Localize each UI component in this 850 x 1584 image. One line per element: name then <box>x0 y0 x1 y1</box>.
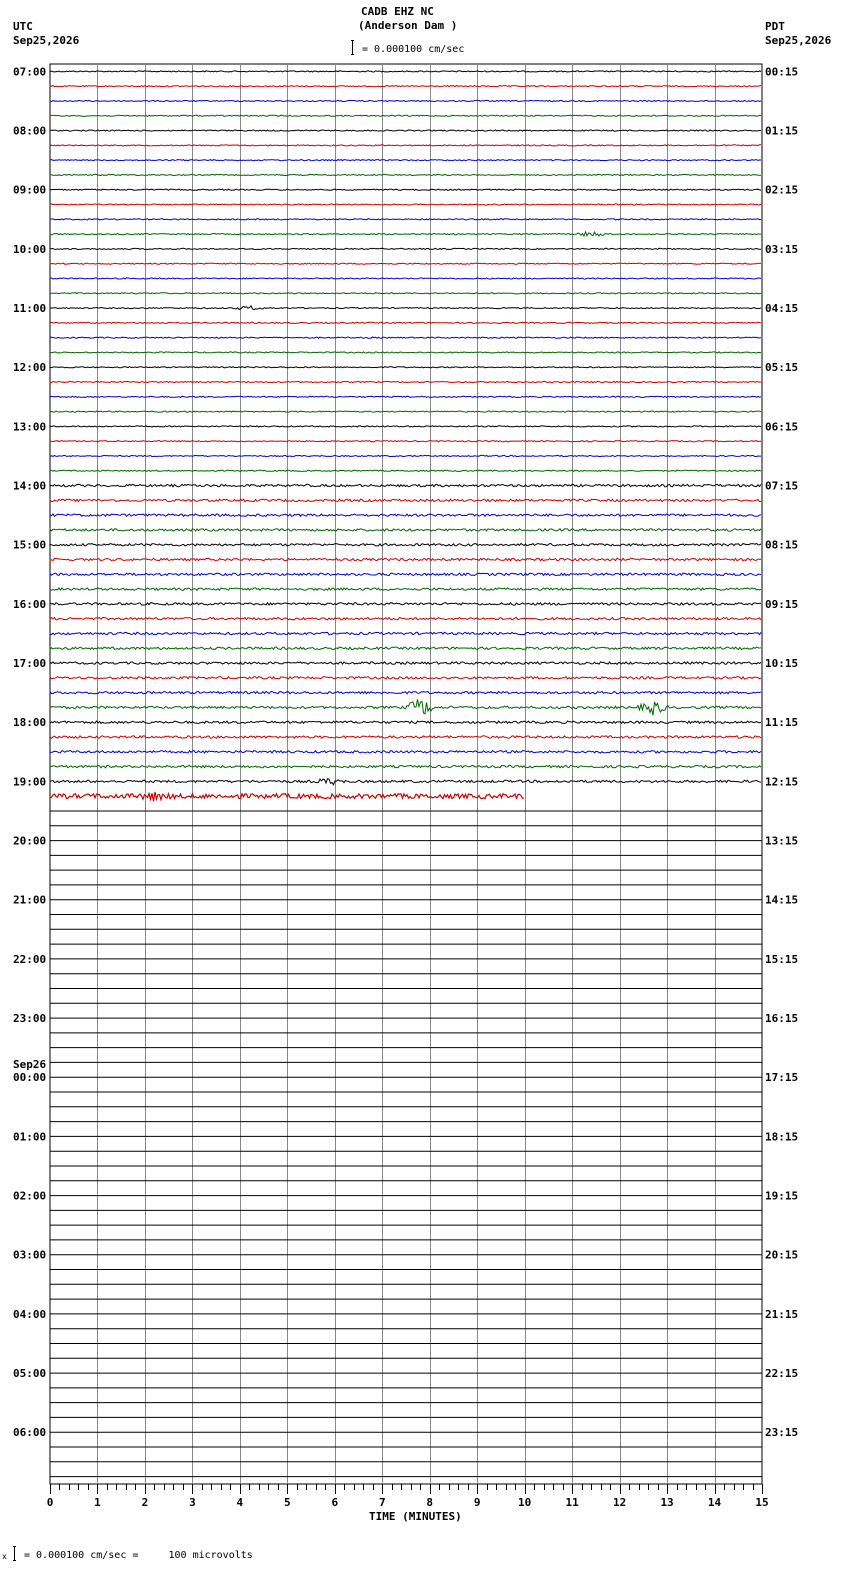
seismic-trace-row <box>50 86 761 87</box>
left-hour-label: 01:00 <box>13 1130 47 1144</box>
x-tick-label: 2 <box>141 1496 149 1509</box>
seismic-trace-row <box>50 779 761 785</box>
seismic-trace-row <box>50 441 761 442</box>
seismic-trace-row <box>50 455 761 456</box>
seismic-trace-row <box>50 204 761 205</box>
seismic-trace-row <box>50 470 761 471</box>
right-hour-label: 17:15 <box>765 1071 799 1085</box>
scale-bar-icon <box>351 40 354 55</box>
footer-mark: x <box>2 1552 7 1561</box>
right-hour-label: 11:15 <box>765 716 799 730</box>
right-hour-label: 00:15 <box>765 65 799 79</box>
x-tick-label: 12 <box>612 1496 627 1509</box>
left-hour-label: 00:00 <box>13 1071 47 1085</box>
left-hour-label: 12:00 <box>13 361 47 375</box>
left-hour-label: 05:00 <box>13 1367 47 1381</box>
seismic-trace-row <box>50 396 761 397</box>
seismic-trace-row <box>50 618 761 620</box>
left-hour-label: 06:00 <box>13 1426 47 1440</box>
right-hour-label: 01:15 <box>765 124 799 138</box>
x-axis-title: TIME (MINUTES) <box>369 1510 462 1523</box>
seismic-trace-row <box>50 484 761 486</box>
left-hour-label: 18:00 <box>13 716 47 730</box>
right-hour-label: 16:15 <box>765 1012 799 1026</box>
seismic-trace-row <box>50 544 761 546</box>
left-hour-label: 16:00 <box>13 597 47 611</box>
x-tick-label: 13 <box>660 1496 674 1509</box>
seismic-trace-row <box>50 765 761 767</box>
seismic-trace-row <box>50 71 761 72</box>
right-hour-label: 03:15 <box>765 242 799 256</box>
left-hour-label: 20:00 <box>13 834 47 848</box>
x-tick-label: 7 <box>378 1496 386 1509</box>
seismic-trace-row <box>50 529 761 531</box>
seismic-trace-row <box>50 130 761 131</box>
x-tick-label: 1 <box>94 1496 101 1509</box>
x-tick-label: 6 <box>331 1496 339 1509</box>
seismic-trace-row <box>50 367 761 368</box>
left-date: Sep25,2026 <box>13 34 80 47</box>
right-hour-label: 21:15 <box>765 1307 799 1321</box>
right-hour-label: 08:15 <box>765 538 799 552</box>
seismic-trace-row <box>50 647 761 649</box>
right-hour-label: 02:15 <box>765 183 799 197</box>
seismic-trace-row <box>50 426 761 427</box>
right-hour-label: 07:15 <box>765 479 799 493</box>
left-hour-label: 14:00 <box>13 479 47 493</box>
seismic-trace-row <box>50 677 761 679</box>
right-hour-label: 18:15 <box>765 1130 799 1144</box>
left-hour-label: 02:00 <box>13 1189 47 1203</box>
right-hour-label: 19:15 <box>765 1189 799 1203</box>
x-tick-label: 9 <box>473 1496 481 1509</box>
left-hour-label: 21:00 <box>13 893 47 907</box>
plot-grid <box>50 64 762 1484</box>
scale-label: = 0.000100 cm/sec <box>362 44 465 55</box>
seismic-trace-row <box>50 219 761 220</box>
seismic-trace-row <box>50 632 761 634</box>
right-hour-label: 15:15 <box>765 952 799 966</box>
x-tick-label: 5 <box>284 1496 291 1509</box>
x-tick-label: 15 <box>755 1496 769 1509</box>
seismic-trace-row <box>50 751 761 753</box>
seismic-trace-row <box>50 692 761 694</box>
right-hour-label: 09:15 <box>765 597 799 611</box>
x-tick-label: 14 <box>707 1496 722 1509</box>
right-hour-label: 04:15 <box>765 302 799 316</box>
right-hour-label: 23:15 <box>765 1426 799 1440</box>
right-hour-label: 05:15 <box>765 361 799 375</box>
x-tick-label: 3 <box>189 1496 196 1509</box>
left-hour-label: 23:00 <box>13 1012 47 1026</box>
left-timezone: UTC <box>13 20 33 33</box>
right-timezone: PDT <box>765 20 785 33</box>
time-axis <box>47 1484 769 1509</box>
footer-scale-text: = 0.000100 cm/sec = 100 microvolts <box>24 1550 253 1561</box>
seismic-trace-row <box>50 115 761 116</box>
seismic-trace-row <box>50 381 761 382</box>
left-hour-label: 19:00 <box>13 775 47 789</box>
right-hour-label: 20:15 <box>765 1248 799 1262</box>
seismic-trace-row <box>50 514 761 516</box>
right-hour-label: 14:15 <box>765 893 799 907</box>
seismic-trace-row <box>50 662 761 664</box>
right-hour-label: 10:15 <box>765 657 799 671</box>
right-hour-label: 22:15 <box>765 1367 799 1381</box>
seismic-trace-row <box>50 278 761 279</box>
seismic-trace-row <box>50 603 761 605</box>
x-tick-label: 0 <box>46 1496 54 1509</box>
seismic-trace-row <box>50 588 761 590</box>
seismic-trace-row <box>50 700 761 716</box>
station-location: (Anderson Dam ) <box>358 19 458 32</box>
left-hour-label: 10:00 <box>13 242 47 256</box>
left-hour-label: 15:00 <box>13 538 47 552</box>
seismic-trace-row <box>50 322 761 323</box>
station-title: CADB EHZ NC <box>361 5 434 18</box>
right-date: Sep25,2026 <box>765 34 832 47</box>
plot-frame <box>50 64 762 1484</box>
seismic-trace-row <box>50 248 761 249</box>
x-tick-label: 10 <box>518 1496 532 1509</box>
seismic-trace-row <box>50 573 761 575</box>
right-hour-label: 06:15 <box>765 420 799 434</box>
seismic-trace-row <box>50 232 761 236</box>
seismic-trace-row <box>50 411 761 412</box>
left-hour-label: 09:00 <box>13 183 47 197</box>
seismic-trace-row <box>50 337 761 338</box>
seismic-trace-row <box>50 558 761 560</box>
seismic-trace-row <box>50 174 761 175</box>
seismic-traces <box>50 71 762 1477</box>
date-change-label: Sep26 <box>13 1058 47 1072</box>
seismic-trace-row <box>50 263 761 264</box>
seismic-trace-row <box>50 499 761 501</box>
seismic-trace-row <box>50 100 761 101</box>
right-hour-label: 13:15 <box>765 834 799 848</box>
left-hour-label: 08:00 <box>13 124 47 138</box>
left-hour-label: 17:00 <box>13 657 47 671</box>
left-hour-label: 11:00 <box>13 302 47 316</box>
seismic-trace-row <box>50 306 761 310</box>
left-hour-label: 04:00 <box>13 1307 47 1321</box>
left-hour-label: 03:00 <box>13 1248 47 1262</box>
seismic-trace-row <box>50 189 761 190</box>
right-hour-label: 12:15 <box>765 775 799 789</box>
left-hour-label: 22:00 <box>13 952 47 966</box>
seismic-trace-row <box>50 352 761 353</box>
footer-scale-icon <box>13 1546 16 1561</box>
x-tick-label: 11 <box>565 1496 579 1509</box>
seismic-trace-row <box>50 736 761 738</box>
x-tick-label: 8 <box>426 1496 434 1509</box>
seismic-trace-row <box>50 160 761 161</box>
x-tick-label: 4 <box>236 1496 244 1509</box>
left-hour-label: 13:00 <box>13 420 47 434</box>
seismic-trace-row <box>50 721 761 723</box>
left-hour-label: 07:00 <box>13 65 47 79</box>
seismic-trace-row <box>50 293 761 294</box>
seismic-trace-row <box>50 145 761 146</box>
